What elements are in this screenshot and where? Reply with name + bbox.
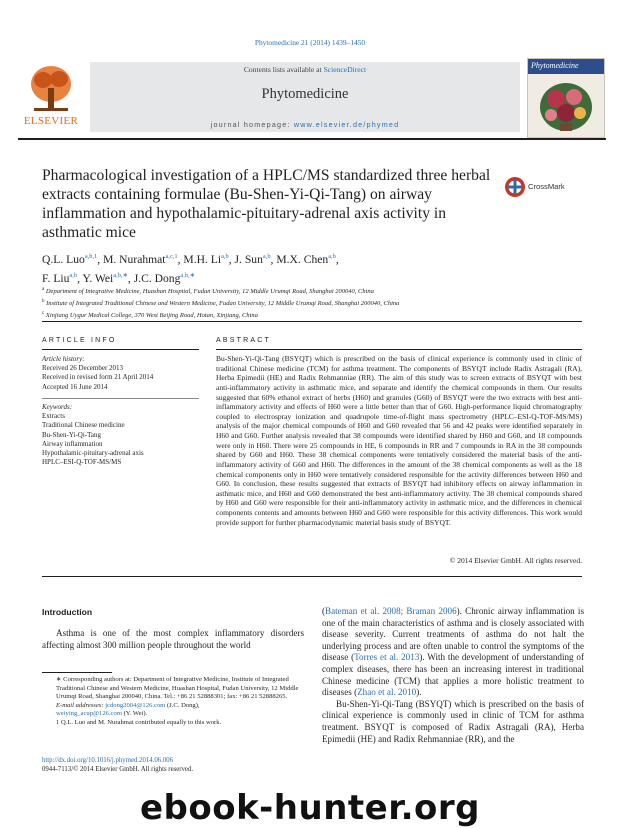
reference-link[interactable]: Zhao et al. 2010 — [357, 687, 417, 698]
abstract-heading: ABSTRACT — [216, 337, 271, 344]
author-marks[interactable]: a,c,1 — [165, 253, 178, 260]
introduction-paragraph-1 — [322, 606, 584, 699]
keywords — [42, 403, 199, 467]
keywords-label: Keywords: — [42, 403, 73, 411]
flower-illustration-icon — [536, 77, 596, 133]
author-marks[interactable]: a,b — [328, 253, 336, 260]
affiliation-mark: b — [42, 298, 45, 304]
journal-banner — [90, 62, 520, 132]
author-marks[interactable]: a,b — [221, 253, 229, 260]
email-owner: (Y. Wei). — [121, 710, 148, 718]
article-title: Pharmacological investigation of a HPLC/MS standardized three herbal extracts containing formulae (Bu-Shen-Yi-Qi-Tang) on airway inflammation and hypothalamic-pituitary-adrenal axis activity in asthmatic mice — [42, 167, 491, 241]
cover-header — [528, 59, 604, 74]
author-separator: , — [335, 252, 339, 266]
footnote-rule — [42, 672, 112, 673]
author-name[interactable]: Q.L. Luo — [42, 252, 85, 266]
affiliation-item — [42, 285, 582, 297]
author-name[interactable]: F. Liu — [42, 271, 70, 285]
article-history — [42, 355, 199, 392]
abstract-copyright: © 2014 Elsevier GmbH. All rights reserved. — [449, 556, 582, 565]
author-name[interactable]: J.C. Dong — [133, 271, 181, 285]
author-list — [42, 249, 582, 287]
homepage-link[interactable]: www.elsevier.de/phymed — [293, 120, 400, 129]
history-label: Article history: — [42, 355, 85, 363]
corresponding-footnote: ∗ Corresponding authors at: Department of Integrative Medicine, Institute of Integrated Traditional Chinese and Western Medicine, Huashan Hospital, Fudan University, 12 Middle Urumqi Road, Shanghai 200040, China. Tel.: +86 21 52888301; fax: +86 21 52888265. — [56, 676, 299, 701]
elsevier-wordmark: ELSEVIER — [23, 115, 79, 127]
author-separator: , — [97, 252, 104, 266]
article-info-heading: ARTICLE INFO — [42, 337, 117, 344]
keyword-item: Hypothalamic-pituitary-adrenal axis — [42, 449, 144, 458]
introduction-paragraph-2: Bu-Shen-Yi-Qi-Tang (BSYQT) which is prescribed on the basis of clinical experience is commonly used in clinic of TCM for asthma treatment. BSYQT is composed of Radix Astragali (RA), Herba Epimedii (HE) and Radix Rehmanniae (RR), and the — [322, 698, 584, 744]
author-separator: , — [77, 271, 83, 285]
author-separator: , — [270, 252, 277, 266]
author-separator: , — [127, 271, 134, 285]
reference-link[interactable]: Torres et al. 2013 — [354, 652, 420, 663]
email-label: E-mail addresses: — [56, 701, 104, 709]
keyword-item: Traditional Chinese medicine — [42, 421, 125, 430]
author-name[interactable]: M.X. Chen — [276, 252, 329, 266]
author-separator: , — [177, 252, 184, 266]
journal-citation-link[interactable]: Phytomedicine 21 (2014) 1439–1450 — [254, 38, 366, 47]
intro-text: ( — [322, 606, 326, 616]
introduction-heading: Introduction — [42, 607, 93, 617]
abstract-text: Bu-Shen-Yi-Qi-Tang (BSYQT) which is prescribed on the basis of clinical experience is commonly used in clinic of traditional Chinese medicine (TCM) for asthma treatment. The components of BSYQT include Radix Astragali (RA), Herba Epimedii (HE) and Radix Rehmanniae (RR). The aim of this study was to screen extracts of BSYQT with best anti-inflammatory activity in asthmatic mice, and separate and identify the chemical compounds in them. Our results suggested that 60% ethanol extract of herbs (H60) and granules (G60) of BSYQT were the two extracts with best anti-inflammatory activity and effects of H60 were a little better than that of G60. High-performance liquid chromatography coupled to electrospray ionization and quadrupole time-of-flight mass spectrometry (HPLC–ESI-Q-TOF-MS/MS) analysis of the major chemical compounds of H60 and G60 revealed that 56 and 42 peaks were identified separately in H60 and G60. Further analysis revealed that 38 compounds were identified shared by H60 and G60, and 18 compounds were only in H60. There were 25 compounds in HE, 6 compounds in RR and 7 compounds in RA in the 38 compounds shared by G60 and H60. These 38 chemical components were tentatively considered the material basis of the anti-inflammatory activity of G60 and H60. The differences in the amount of the 38 chemical components as well as the 18 chemical components only in H60 were tentatively considered responsible for the activity differences between H60 and G60. In conclusion, these results suggested that extracts of BSYQT had inhibitory effects on airway inflammation in asthmatic mice, and H60 and G60 demonstrated the best anti-inflammatory activity. The 38 chemical compounds shared by H60 and G60 were responsible for their anti-inflammatory activity in asthmatic mice, and the differences in chemical components contents and amounts between H60 and G60 were responsible for this activity differences. This work would provide support for further pharmacodynamic material basis study of BSYQT. — [216, 354, 582, 527]
affiliations — [42, 285, 582, 320]
author-name[interactable]: M.H. Li — [183, 252, 222, 266]
intro-text: ). Chronic airway inflammation is one of the main characteristics of asthma and is closely associated with disease severity. Current treatments of asthma do not halt the underlying process and are often unable to control the symptoms of the disease ( — [322, 606, 584, 663]
contents-line — [90, 65, 520, 74]
author-name[interactable]: M. Nurahmat — [103, 252, 166, 266]
affiliation-mark: a — [42, 287, 45, 292]
reference-link[interactable]: Bateman et al. 2008; Braman 2006 — [325, 606, 457, 616]
history-item: Received 26 December 2013 — [42, 364, 124, 373]
introduction-right-column — [322, 606, 584, 745]
abstract-end-rule — [42, 576, 582, 577]
doi-link[interactable]: http://dx.doi.org/10.1016/j.phymed.2014.06.006 — [42, 757, 174, 764]
email-footnote — [42, 702, 304, 719]
history-item: Accepted 16 June 2014 — [42, 382, 108, 391]
issn-line: 0944-7113/© 2014 Elsevier GmbH. All rights reserved. — [42, 766, 194, 773]
article-info-rule — [42, 349, 199, 350]
author-marks[interactable]: a,b,1 — [84, 253, 98, 260]
footnotes — [42, 676, 304, 728]
history-rule — [42, 398, 199, 399]
crossmark-icon — [504, 176, 526, 198]
author-marks[interactable]: a,b,∗ — [113, 271, 128, 279]
affiliation-text: Department of Integrative Medicine, Huashan Hospital, Fudan University, 12 Middle Urumqi Road, Shanghai 200040, China — [45, 288, 374, 296]
affiliation-text: Institute of Integrated Traditional Chinese and Western Medicine, Fudan University, 12 Middle Urumqi Road, Shanghai 200040, China — [46, 299, 400, 307]
history-item: Received in revised form 21 April 2014 — [42, 373, 154, 382]
keyword-item: Extracts — [42, 412, 65, 421]
email-link-dong[interactable]: jcdong2004@126.com — [105, 701, 166, 709]
author-name[interactable]: Y. Wei — [82, 271, 114, 285]
keyword-item: Bu-Shen-Yi-Qi-Tang — [42, 430, 102, 439]
intro-text: ). — [416, 687, 422, 698]
author-marks[interactable]: a,b,∗ — [180, 271, 195, 279]
affiliation-mark: c — [42, 310, 45, 316]
keyword-item: HPLC–ESI-Q-TOF-MS/MS — [42, 458, 122, 467]
crossmark-label: CrossMark — [528, 182, 565, 191]
elsevier-tree-icon — [26, 62, 76, 114]
elsevier-logo — [18, 62, 84, 130]
introduction-left-text: Asthma is one of the most complex inflammatory disorders affecting almost 300 million people throughout the world — [42, 628, 304, 651]
affiliation-item — [42, 309, 582, 321]
crossmark-badge[interactable] — [504, 175, 584, 201]
author-marks[interactable]: a,b — [69, 271, 78, 279]
contents-prefix: Contents lists available at — [243, 65, 324, 74]
email-link-wei[interactable]: weiying_acup@126.com — [56, 710, 122, 718]
abstract-rule — [216, 349, 582, 350]
email-owner: (J.C. Dong), — [165, 701, 200, 709]
journal-homepage — [90, 120, 520, 129]
homepage-prefix: journal homepage: — [210, 120, 294, 129]
sciencedirect-link[interactable]: ScienceDirect — [323, 65, 367, 74]
journal-cover-image — [527, 58, 605, 138]
affiliation-text: Xinjiang Uygur Medical College, 370 West Beijing Road, Hotan, Xinjiang, China — [45, 311, 258, 319]
equal-contribution-footnote: 1 Q.L. Luo and M. Nurahmat contributed equally to this work. — [56, 718, 222, 726]
cover-title: Phytomedicine — [531, 61, 579, 70]
author-marks[interactable]: a,b — [262, 253, 271, 260]
journal-name: Phytomedicine — [261, 86, 349, 102]
affiliation-item — [42, 297, 582, 309]
header-rule — [18, 138, 606, 140]
author-name[interactable]: J. Sun — [234, 252, 263, 266]
section-rule — [42, 321, 582, 322]
watermark: ebook-hunter.org — [139, 788, 481, 828]
keyword-item: Airway inflammation — [42, 439, 103, 448]
intro-text: ). With the development of understanding of complex diseases, there has been an increasing interest in traditional Chinese medicine (TCM) that applies a more holistic treatment to diseases ( — [322, 652, 584, 698]
author-separator: , — [228, 252, 235, 266]
